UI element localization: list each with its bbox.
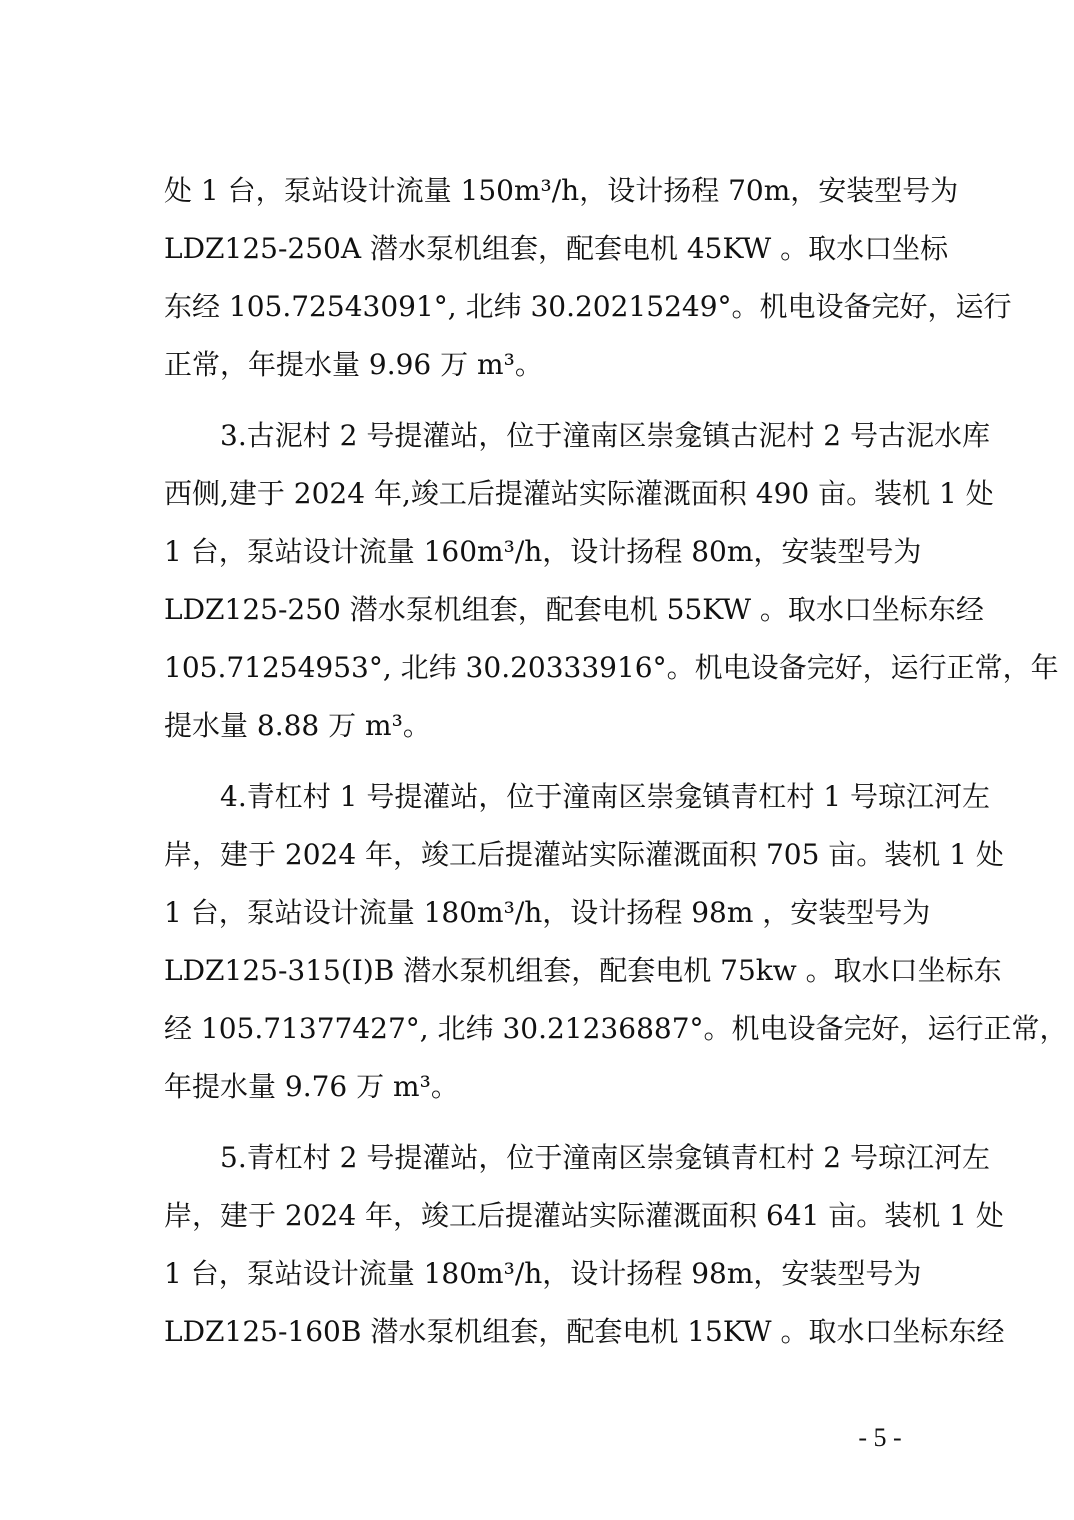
text-line: LDZ125-250 潜水泵机组套，配套电机 55KW 。取水口坐标东经: [164, 593, 984, 626]
paragraph-qinggangcun-1-station: [164, 768, 1068, 1116]
text-line: LDZ125-250A 潜水泵机组套，配套电机 45KW 。取水口坐标: [164, 232, 949, 265]
text-line: 1 台，泵站设计流量 180m³/h，设计扬程 98m，安装型号为: [164, 1257, 922, 1290]
text-line: 正常，年提水量 9.96 万 m³。: [164, 348, 543, 381]
text-line: 1 台，泵站设计流量 180m³/h，设计扬程 98m ，安装型号为: [164, 896, 931, 929]
text-line: 3.古泥村 2 号提灌站，位于潼南区崇龛镇古泥村 2 号古泥水库: [220, 419, 990, 452]
text-line: 5.青杠村 2 号提灌站，位于潼南区崇龛镇青杠村 2 号琼江河左: [220, 1141, 990, 1174]
text-line: 西侧,建于 2024 年,竣工后提灌站实际灌溉面积 490 亩。装机 1 处: [164, 477, 994, 510]
text-line: 岸，建于 2024 年，竣工后提灌站实际灌溉面积 705 亩。装机 1 处: [164, 838, 1004, 871]
text-line: 1 台，泵站设计流量 160m³/h，设计扬程 80m，安装型号为: [164, 535, 922, 568]
text-line: 东经 105.72543091°, 北纬 30.20215249°。机电设备完好，运行: [164, 290, 1012, 323]
paragraph-continued: [164, 162, 1012, 394]
paragraph-qinggangcun-2-station: [164, 1129, 1005, 1361]
text-line: 岸，建于 2024 年，竣工后提灌站实际灌溉面积 641 亩。装机 1 处: [164, 1199, 1004, 1232]
text-line: 年提水量 9.76 万 m³。: [164, 1070, 459, 1103]
text-line: 4.青杠村 1 号提灌站，位于潼南区崇龛镇青杠村 1 号琼江河左: [220, 780, 990, 813]
page-number: - 5 -: [858, 1423, 902, 1452]
body-text: [164, 162, 1068, 1374]
paragraph-gunicun-2-station: [164, 407, 1059, 755]
text-line: LDZ125-160B 潜水泵机组套，配套电机 15KW 。取水口坐标东经: [164, 1315, 1005, 1348]
text-line: 经 105.71377427°, 北纬 30.21236887°。机电设备完好，运行正常，: [164, 1012, 1068, 1045]
text-line: 105.71254953°, 北纬 30.20333916°。机电设备完好，运行正常，年: [164, 651, 1059, 684]
text-line: LDZ125-315(I)B 潜水泵机组套，配套电机 75kw 。取水口坐标东: [164, 954, 1002, 987]
text-line: 处 1 台，泵站设计流量 150m³/h，设计扬程 70m，安装型号为: [164, 174, 959, 207]
text-line: 提水量 8.88 万 m³。: [164, 709, 431, 742]
